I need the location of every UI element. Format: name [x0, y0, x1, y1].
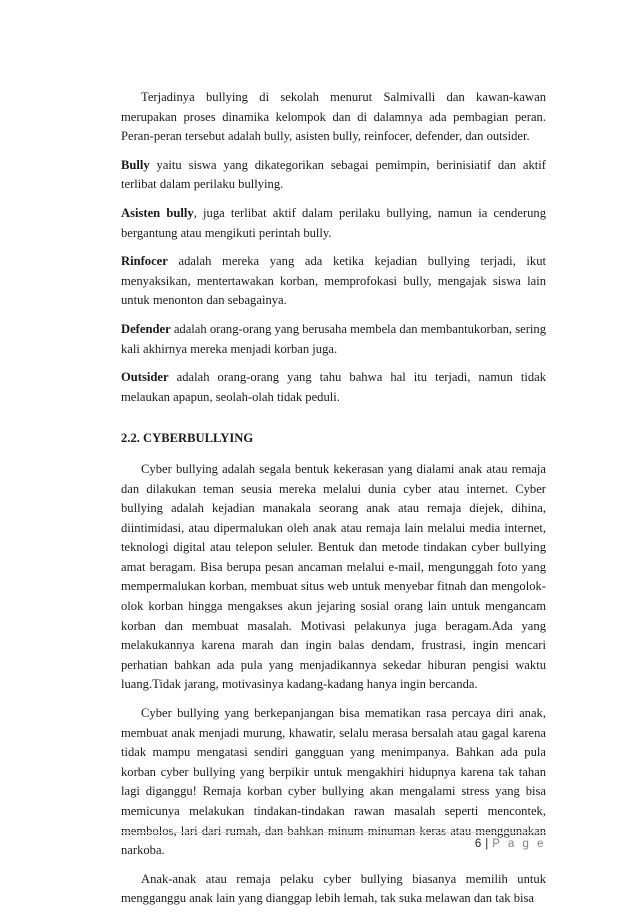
rinfocer-term: Rinfocer — [121, 254, 168, 269]
cyberbullying-paragraph-3: Anak-anak atau remaja pelaku cyber bullying biasanya memilih untuk mengganggu anak lain yang dianggap lebih lemah, tak suka melawan dan tak bisa — [121, 871, 546, 906]
section-heading: 2.2. CYBERBULLYING — [121, 431, 254, 446]
asisten-bully-definition — [121, 204, 546, 243]
outsider-text: adalah orang-orang yang tahu bahwa hal itu terjadi, namun tidak melaukan apapun, seolah-olah tidak peduli. — [121, 370, 546, 404]
cyberbullying-paragraph-1: Cyber bullying adalah segala bentuk kekerasan yang dialami anak atau remaja dan dilakukan teman seusia mereka melalui dunia cyber atau internet. Cyber bullying adalah kejadian manakala seorang anak atau remaja diejek, dihina, diintimidasi, atau dipermalukan oleh anak atau remaja lain melalui media internet, teknologi digital atau telepon seluler. Bentuk dan metode tindakan cyber bullying amat beragam. Bisa berupa pesan ancaman melalui e-mail, mengunggah foto yang mempermalukan korban, membuat situs web untuk menyebar fitnah dan mengolok-olok korban hingga mengakses akun jejaring sosial orang lain untuk mengancam korban dan membuat masalah. Motivasi pelakunya juga beragam.Ada yang melakukannya karena marah dan ingin balas dendam, frustrasi, ingin mencari perhatian bahkan ada pula yang menjadikannya sekedar hiburan pengisi waktu luang.Tidak jarang, motivasinya kadang-kadang hanya ingin bercanda. — [121, 461, 546, 692]
bully-definition — [121, 156, 546, 195]
cyberbullying-paragraph-2: Cyber bullying yang berkepanjangan bisa mematikan rasa percaya diri anak, membuat anak menjadi murung, khawatir, selalu merasa bersalah atau gagal karena tidak mampu mengatasi sendiri gangguan yang menimpanya. Bahkan ada pula korban cyber bullying yang berpikir untuk mengakhiri hidupnya karena tak tahan lagi diganggu! Remaja korban cyber bullying akan mengalami stress yang bisa memicunya melakukan tindakan-tindakan rawan masalah seperti mencontek, membolos, lari dari rumah, dan bahkan minum minuman keras atau menggunakan narkoba. — [121, 706, 546, 858]
rinfocer-definition — [121, 252, 546, 311]
intro-paragraph: Terjadinya bullying di sekolah menurut Salmivalli dan kawan-kawan merupakan proses dinamika kelompok dan di dalamnya ada pembagian peran. Peran-peran tersebut adalah bully, asisten bully, reinfocer, defender, dan outsider. — [121, 90, 546, 144]
rinfocer-text: adalah mereka yang ada ketika kejadian bullying terjadi, ikut menyaksikan, mentertawakan korban, memprofokasi bully, mengajak siswa lain untuk menonton dan sebagainya. — [121, 254, 546, 308]
asisten-bully-text: , juga terlibat aktif dalam perilaku bullying, namun ia cenderung bergantung atau mengikuti perintah bully. — [121, 205, 546, 240]
bully-term: Bully — [121, 157, 150, 172]
footer-separator: | — [485, 838, 489, 850]
page-content — [121, 88, 546, 918]
footer-divider — [121, 832, 546, 833]
defender-definition — [121, 320, 546, 359]
defender-text: adalah orang-orang yang berusaha membela dan membantukorban, sering kali akhirnya mereka menjadi korban juga. — [121, 321, 546, 356]
page-footer — [475, 838, 546, 850]
page-number: 6 — [474, 838, 482, 850]
outsider-term: Outsider — [121, 370, 169, 385]
outsider-definition — [121, 368, 546, 407]
page-label: P a g e — [492, 838, 546, 850]
defender-term: Defender — [121, 321, 171, 336]
asisten-bully-term: Asisten bully — [121, 205, 194, 220]
bully-text: yaitu siswa yang dikategorikan sebagai pemimpin, berinisiatif dan aktif terlibat dalam perilaku bullying. — [121, 157, 546, 192]
